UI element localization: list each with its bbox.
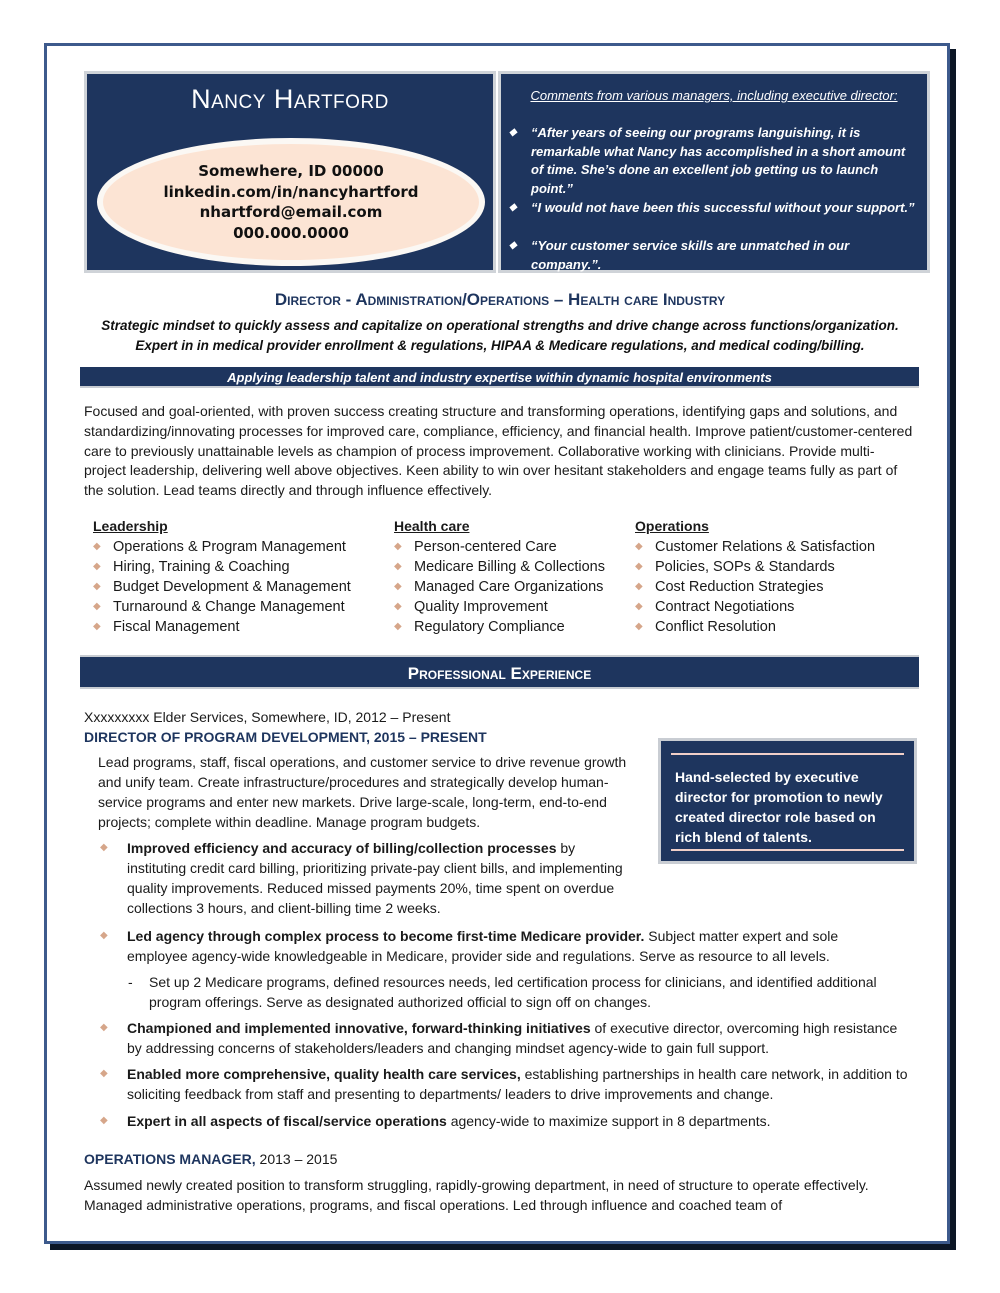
competency-item: ◆ Managed Care Organizations (394, 579, 604, 595)
competency-column-operations (635, 517, 875, 637)
competency-title: Health care (394, 518, 470, 534)
competency-item: ◆ Quality Improvement (394, 599, 548, 615)
achievement-bullet: ◆ Expert in all aspects of fiscal/service operations agency-wide to maximize support in 8 departments. (100, 1113, 771, 1129)
headline-title: Director - Administration/Operations – Health care Industry (274, 290, 726, 309)
tagline-1: Strategic mindset to quickly assess and capitalize on operational strengths and drive change across functions/organization. (101, 318, 899, 333)
diamond-bullet-icon: ◆ (394, 541, 402, 552)
role-title: DIRECTOR OF PROGRAM DEVELOPMENT, 2015 – PRESENT (84, 729, 487, 745)
contact-phone: 000.000.0000 (233, 223, 349, 242)
role-description: Assumed newly created position to transform struggling, rapidly-growing department, in need of structure to operate effectively. Managed administrative operations, programs, and fiscal operations. Led through influence and coached team of (84, 1177, 869, 1213)
callout-box (658, 738, 917, 864)
competency-title: Operations (635, 518, 709, 534)
name-panel (84, 71, 496, 273)
candidate-name: Nancy Hartford (191, 84, 389, 114)
competency-item: ◆ Medicare Billing & Collections (394, 559, 605, 575)
competency-item: ◆ Hiring, Training & Coaching (93, 559, 290, 575)
contact-oval (97, 138, 485, 266)
contact-email[interactable]: nhartford@email.com (199, 203, 383, 221)
competency-title: Leadership (93, 518, 168, 534)
diamond-bullet-icon: ◆ (509, 240, 517, 251)
sub-bullet: - Set up 2 Medicare programs, defined resources needs, led certification process for clinicians, and identified additional program offerings. Serve as designated authorized official to sign off on changes. (128, 974, 877, 1010)
diamond-bullet-icon: ◆ (394, 561, 402, 572)
summary-paragraph: Focused and goal-oriented, with proven success creating structure and transforming operations, identifying gaps and solutions, and standardizing/innovating processes for improved care, compliance, efficiency, and financial health. Improve patient/customer-centered care to previously unattainable levels as champion of process improvement. Collaborative working with clinicians. Provide multi-project leadership, delivering well above objectives. Keen ability to win over hesitant stakeholders and engage teams fully as part of the solution. Lead teams directly and through influence effectively. (84, 403, 913, 499)
value-banner: Applying leadership talent and industry expertise within dynamic hospital environments (80, 367, 919, 388)
competency-item: ◆ Person-centered Care (394, 539, 557, 555)
diamond-bullet-icon: ◆ (100, 1068, 108, 1079)
diamond-bullet-icon: ◆ (635, 601, 643, 612)
diamond-bullet-icon: ◆ (509, 202, 517, 213)
diamond-bullet-icon: ◆ (93, 541, 101, 552)
diamond-bullet-icon: ◆ (93, 581, 101, 592)
diamond-bullet-icon: ◆ (394, 621, 402, 632)
divider (671, 753, 904, 755)
competency-item: ◆ Turnaround & Change Management (93, 599, 345, 615)
quote-text: “After years of seeing our programs languishing, it is remarkable what Nancy has accomplished in a short amount of time. She’s done an excellent job getting us to launch point.” (531, 125, 906, 196)
diamond-bullet-icon: ◆ (93, 621, 101, 632)
achievement-bullet: ◆ Enabled more comprehensive, quality health care services, establishing partnerships in health care network, in addition to soliciting feedback from staff and presenting to departments/ leaders to drive improvements and change. (100, 1066, 908, 1102)
diamond-bullet-icon: ◆ (509, 127, 517, 138)
quote-text: “I would not have been this successful without your support.” (531, 200, 915, 215)
comments-panel (498, 71, 930, 273)
quote-item (509, 237, 917, 274)
competency-item: ◆ Fiscal Management (93, 619, 240, 635)
achievement-bullet: ◆ Improved efficiency and accuracy of billing/collection processes by instituting credit card billing, prioritizing private-pay client bills, and implementing quality improvements. Reduced missed payments 20%, time spent on overdue collections 3 hours, and client-billing time 2 weeks. (100, 840, 623, 916)
competency-item: ◆ Cost Reduction Strategies (635, 579, 824, 595)
diamond-bullet-icon: ◆ (635, 581, 643, 592)
diamond-bullet-icon: ◆ (394, 581, 402, 592)
diamond-bullet-icon: ◆ (93, 601, 101, 612)
dash-bullet-icon: - (128, 974, 133, 990)
diamond-bullet-icon: ◆ (394, 601, 402, 612)
competency-item: ◆ Regulatory Compliance (394, 619, 565, 635)
contact-linkedin[interactable]: linkedin.com/in/nancyhartford (163, 182, 419, 201)
competency-item: ◆ Operations & Program Management (93, 539, 346, 555)
diamond-bullet-icon: ◆ (635, 561, 643, 572)
achievement-bullet: ◆ Led agency through complex process to become first-time Medicare provider. Subject matter expert and sole employee agency-wide knowledgeable in Medicare, provider side and regulations. Serve as resource to all levels. (100, 928, 839, 964)
role-title-operations-manager: OPERATIONS MANAGER, 2013 – 2015 (84, 1151, 338, 1167)
diamond-bullet-icon: ◆ (100, 930, 108, 941)
divider (671, 849, 904, 851)
diamond-bullet-icon: ◆ (93, 561, 101, 572)
contact-location: Somewhere, ID 00000 (198, 162, 384, 180)
competency-item: ◆ Conflict Resolution (635, 619, 776, 635)
competency-column-leadership (93, 517, 351, 637)
diamond-bullet-icon: ◆ (100, 1115, 108, 1126)
achievement-bullet: ◆ Championed and implemented innovative, forward-thinking initiatives of executive director, overcoming high resistance by addressing concerns of stakeholders/leaders and changing mindset agency-wide to gain full support. (100, 1020, 898, 1056)
competency-item: ◆ Budget Development & Management (93, 579, 351, 595)
comments-title: Comments from various managers, including executive director: (530, 88, 898, 103)
section-header-experience: Professional Experience (80, 655, 919, 689)
competency-item: ◆ Customer Relations & Satisfaction (635, 539, 876, 555)
callout-text: Hand-selected by executive director for promotion to newly created director role based on rich blend of talents. (675, 769, 883, 845)
competency-item: ◆ Contract Negotiations (635, 599, 795, 615)
employer-line: Xxxxxxxxx Elder Services, Somewhere, ID, 2012 – Present (84, 709, 451, 725)
quote-item (509, 124, 917, 198)
tagline-2: Expert in in medical provider enrollment & regulations, HIPAA & Medicare regulations, and medical coding/billing. (135, 338, 865, 353)
diamond-bullet-icon: ◆ (100, 842, 108, 853)
role-description: Lead programs, staff, fiscal operations, and customer service to drive revenue growth and unify team. Create infrastructure/procedures and strategically develop human-service programs and enter new markets. Drive large-scale, long-term, end-to-end projects; complete within deadline. Manage program budgets. (98, 754, 627, 830)
diamond-bullet-icon: ◆ (100, 1022, 108, 1033)
quote-text: “Your customer service skills are unmatched in our company.”. (531, 238, 850, 272)
quote-item (509, 199, 917, 218)
competency-item: ◆ Policies, SOPs & Standards (635, 559, 835, 575)
diamond-bullet-icon: ◆ (635, 621, 643, 632)
diamond-bullet-icon: ◆ (635, 541, 643, 552)
competency-column-health-care (394, 517, 605, 637)
